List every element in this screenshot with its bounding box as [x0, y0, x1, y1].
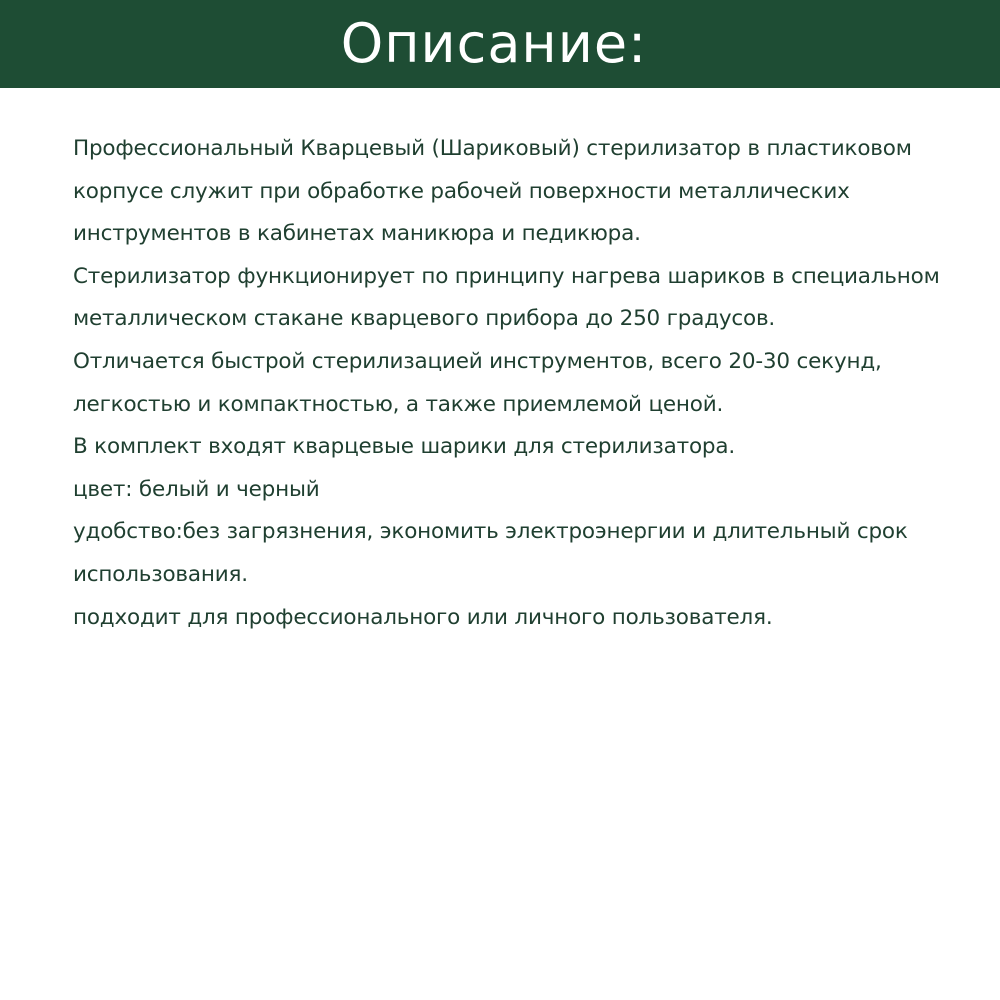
description-line: удобство:без загрязнения, экономить электроэнергии и длительный срок: [73, 519, 908, 545]
page-title: Описание:: [340, 12, 648, 75]
description-text-block: [73, 128, 963, 639]
description-line: Отличается быстрой стерилизацией инструментов, всего 20-30 секунд,: [73, 348, 882, 374]
description-line: Стерилизатор функционирует по принципу нагрева шариков в специальном: [73, 263, 940, 289]
description-line: подходит для профессионального или личного пользователя.: [73, 604, 773, 630]
description-line: В комплект входят кварцевые шарики для стерилизатора.: [73, 434, 735, 460]
header-banner: [0, 0, 1000, 88]
description-line: корпусе служит при обработке рабочей поверхности металлических: [73, 178, 850, 204]
description-line: Профессиональный Кварцевый (Шариковый) стерилизатор в пластиковом: [73, 136, 912, 161]
description-line: металлическом стакане кварцевого прибора до 250 градусов.: [73, 306, 776, 332]
description-line: использования.: [73, 561, 248, 587]
description-line: цвет: белый и черный: [73, 476, 320, 502]
description-line: легкостью и компактностью, а также приемлемой ценой.: [73, 391, 724, 417]
description-line: инструментов в кабинетах маникюра и педикюра.: [73, 221, 641, 247]
